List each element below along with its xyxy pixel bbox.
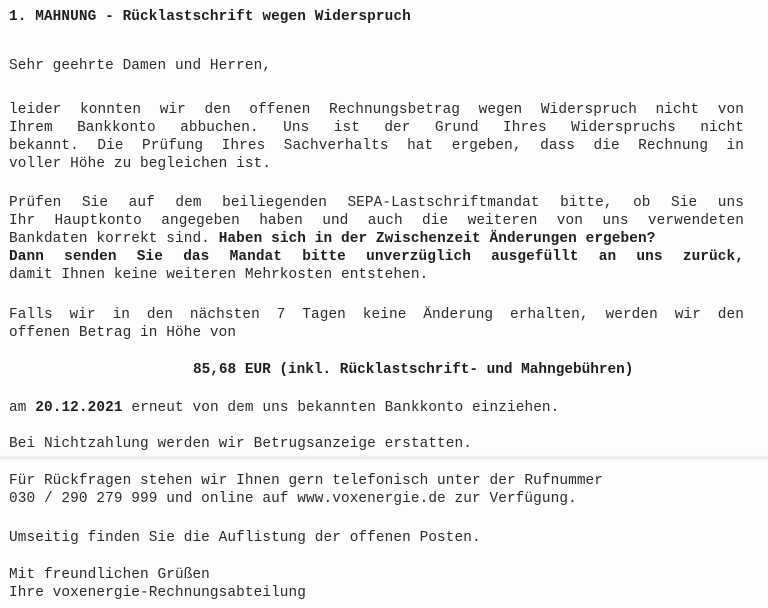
- paper-fold: [0, 455, 768, 461]
- reverse-side-note: Umseitig finden Sie die Auflistung der offenen Posten.: [9, 530, 481, 546]
- paragraph-2-emphasis-line: Dann senden Sie das Mandat bitte unverzüglich ausgefüllt an uns zurück,: [9, 249, 744, 265]
- paragraph-1-line: leider konnten wir den offenen Rechnungsbetrag wegen Widerspruch nicht von: [9, 102, 744, 118]
- paragraph-2-line: [9, 230, 744, 248]
- due-suffix: erneut von dem uns bekannten Bankkonto einziehen.: [131, 400, 560, 416]
- paragraph-2-line: Ihr Hauptkonto angegeben haben und auch die weiteren von uns verwendeten: [9, 213, 744, 229]
- paragraph-2-text: Bankdaten korrekt sind.: [9, 231, 210, 247]
- paragraph-1-line: voller Höhe zu begleichen ist.: [9, 156, 272, 172]
- closing: Mit freundlichen Grüßen: [9, 567, 210, 583]
- paragraph-2-line: damit Ihnen keine weiteren Mehrkosten entstehen.: [9, 267, 429, 283]
- letter-title: 1. MAHNUNG - Rücklastschrift wegen Widerspruch: [9, 9, 411, 25]
- paragraph-2-emphasis: Haben sich in der Zwischenzeit Änderungen ergeben?: [218, 231, 656, 247]
- paragraph-3-line: offenen Betrag in Höhe von: [9, 325, 237, 341]
- signature: Ihre voxenergie-Rechnungsabteilung: [9, 585, 307, 601]
- due-prefix: am: [9, 400, 27, 416]
- due-date-line: [9, 399, 744, 417]
- paragraph-1-line: Ihrem Bankkonto abbuchen. Uns ist der Grund Ihres Widerspruchs nicht: [9, 120, 744, 136]
- paragraph-1-line: bekannt. Die Prüfung Ihres Sachverhalts hat ergeben, dass die Rechnung in: [9, 138, 744, 154]
- salutation: Sehr geehrte Damen und Herren,: [9, 58, 272, 74]
- contact-line: Für Rückfragen stehen wir Ihnen gern telefonisch unter der Rufnummer: [9, 473, 604, 489]
- due-date: 20.12.2021: [35, 400, 123, 416]
- amount-due: 85,68 EUR (inkl. Rücklastschrift- und Mahngebühren): [193, 362, 634, 378]
- contact-line: 030 / 290 279 999 und online auf www.voxenergie.de zur Verfügung.: [9, 491, 577, 507]
- paragraph-2-line: Prüfen Sie auf dem beiliegenden SEPA-Lastschriftmandat bitte, ob Sie uns: [9, 195, 744, 211]
- nonpayment-notice: Bei Nichtzahlung werden wir Betrugsanzeige erstatten.: [9, 436, 472, 452]
- paragraph-3-line: Falls wir in den nächsten 7 Tagen keine Änderung erhalten, werden wir den: [9, 307, 744, 323]
